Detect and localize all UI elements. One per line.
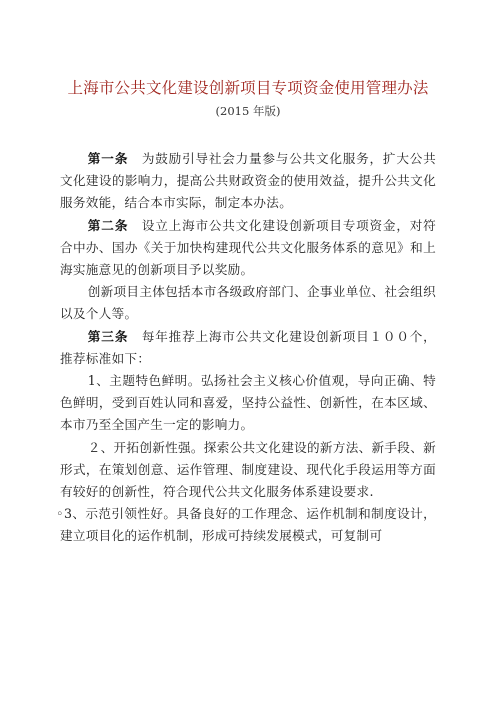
article-3 — [60, 326, 436, 370]
article-text: 设立上海市公共文化建设创新项目专项资金，对符合中办、国办《关于加快构建现代公共文化服务体系的意见》和上海实施意见的创新项目予以奖励。 — [60, 217, 437, 278]
document-subtitle: (2015 年版) — [215, 104, 281, 118]
article-heading: 第三条 — [87, 328, 129, 344]
article-1 — [60, 148, 436, 215]
bullet-mark: ◦ — [56, 506, 64, 522]
criterion-1 — [60, 370, 436, 437]
criterion-2 — [60, 437, 436, 504]
paragraph-text: 3、示范引领性好。具备良好的工作理念、运作机制和制度设计，建立项目化的运作机制，形成可持续发展模式，可复制可 — [60, 506, 436, 544]
article-heading: 第二条 — [87, 217, 129, 233]
document-title: 上海市公共文化建设创新项目专项资金使用管理办法 — [67, 79, 429, 97]
paragraph-text: 创新项目主体包括本市各级政府部门、企事业单位、社会组织以及个人等。 — [60, 284, 436, 322]
article-2 — [60, 215, 436, 282]
article-heading: 第一条 — [87, 151, 129, 166]
paragraph-text: 1、主题特色鲜明。弘扬社会主义核心价值观，导向正确、特色鲜明，受到百姓认同和喜爱，坚持公益性、创新性，在本区域、本市乃至全国产生一定的影响力。 — [60, 373, 436, 433]
article-text: 每年推荐上海市公共文化建设创新项目１００个，推荐标准如下： — [60, 328, 437, 366]
paragraph-text: ２、开拓创新性强。探索公共文化建设的新方法、新手段、新形式，在策划创意、运作管理、制度建设、现代化手段运用等方面有较好的创新性，符合现代公共文化服务体系建设要求. — [60, 439, 436, 500]
article-text: 为鼓励引导社会力量参与公共文化服务，扩大公共文化建设的影响力，提高公共财政资金的使用效益，提升公共文化服务效能，结合本市实际，制定本办法。 — [60, 151, 437, 211]
document-body — [56, 148, 437, 548]
criterion-3 — [56, 503, 436, 547]
paragraph — [60, 281, 436, 325]
